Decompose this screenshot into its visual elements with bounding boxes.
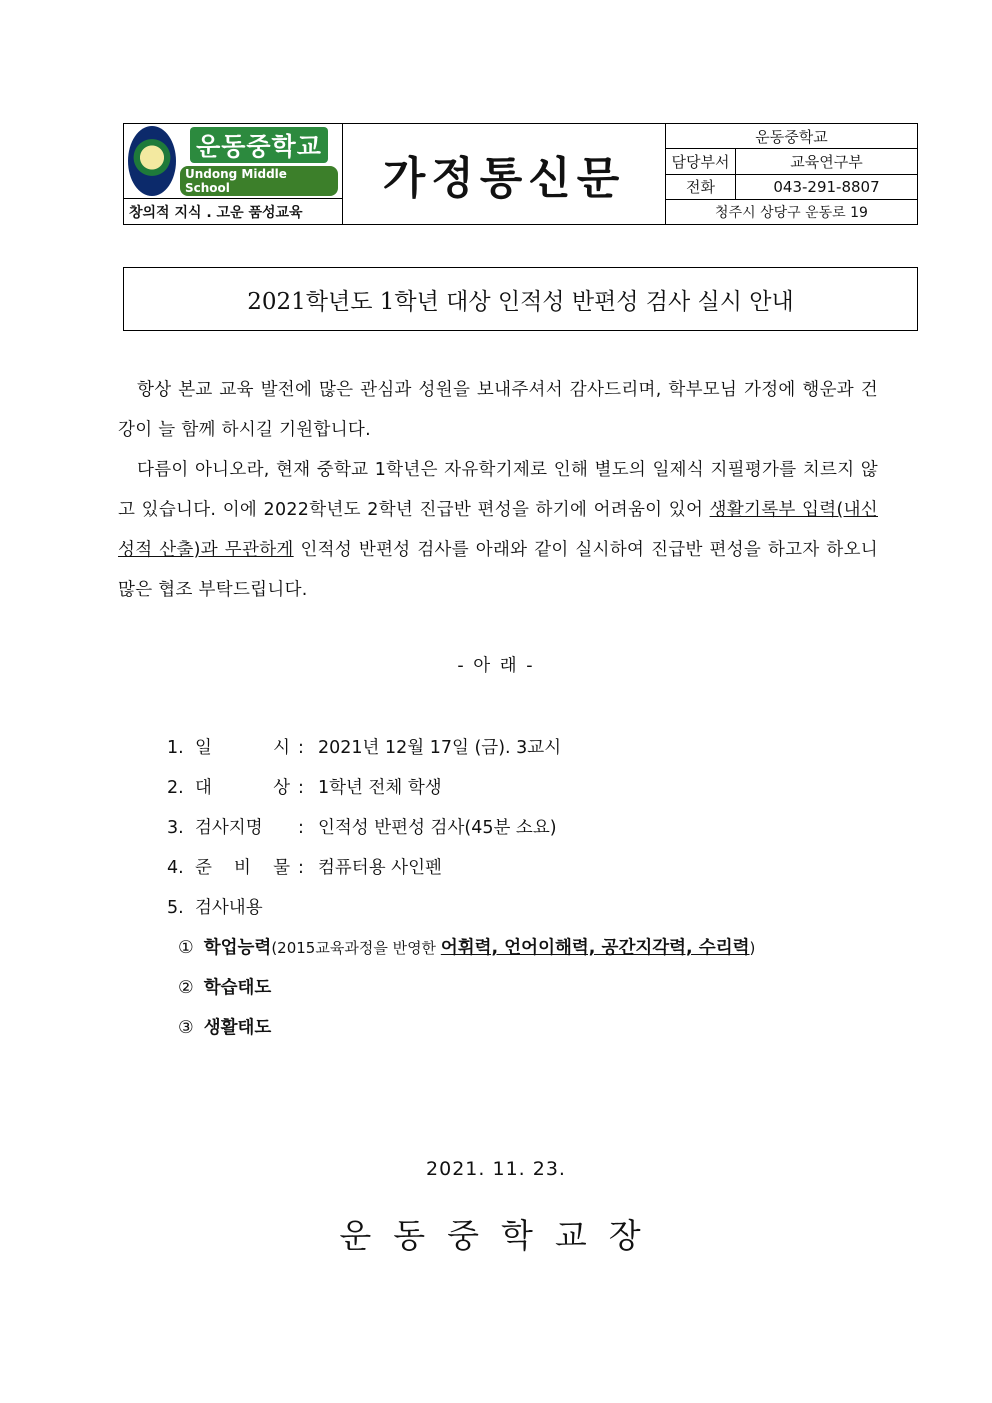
school-name: 운동중학교 <box>666 124 917 149</box>
phone-row <box>666 175 917 200</box>
document-title: 가정통신문 <box>382 153 626 204</box>
dept-label: 담당부서 <box>666 149 736 173</box>
details-list <box>167 728 755 1048</box>
dept-row <box>666 149 917 174</box>
item-colon: : <box>298 778 304 798</box>
item-label: 준 비 물 <box>195 858 290 878</box>
list-item-target <box>167 768 755 808</box>
signer-principal: 운동중학교장 <box>339 1216 663 1255</box>
purpose-underline-text: 생활기록부 입력(내신 성적 산출)과 무관하게 <box>118 500 878 560</box>
item-number: 3. <box>167 818 184 838</box>
sub-item-number: ③ <box>178 1018 194 1038</box>
item-label: 검사지명 <box>195 818 263 838</box>
sub-item-learning-attitude <box>167 968 755 1008</box>
contact-info <box>665 124 917 224</box>
item-colon: : <box>298 858 304 878</box>
item-colon: : <box>298 818 304 838</box>
sub-item-academic <box>167 928 755 968</box>
phone-label: 전화 <box>666 175 736 199</box>
school-logo <box>124 124 342 199</box>
phone-value: 043-291-8807 <box>773 177 880 196</box>
sub-item-close: ) <box>749 939 756 957</box>
item-label: 대 상 <box>195 778 290 798</box>
list-item-test-name <box>167 808 755 848</box>
letter-body <box>118 370 878 610</box>
dept-value: 교육연구부 <box>790 152 863 171</box>
school-address: 청주시 상당구 운동로 19 <box>715 204 868 221</box>
item-number: 5. <box>167 898 184 918</box>
item-colon: : <box>298 738 304 758</box>
school-slogan: 창의적 지식 . 고운 품성교육 <box>129 204 303 221</box>
sub-item-life-attitude <box>167 1008 755 1048</box>
item-number: 4. <box>167 858 184 878</box>
item-label: 일 시 <box>195 738 290 758</box>
logo-cell <box>124 124 343 224</box>
greeting-paragraph: 항상 본교 교육 발전에 많은 관심과 성원을 보내주셔서 감사드리며, 학부모님 가정에 행운과 건강이 늘 함께 하시길 기원합니다. <box>118 380 878 440</box>
sub-item-note: (2015교육과정을 반영한 <box>271 939 441 957</box>
item-value: 컴퓨터용 사인펜 <box>318 858 442 878</box>
item-value: 2021년 12월 17일 (금). 3교시 <box>318 738 562 758</box>
logo-korean-name: 운동중학교 <box>190 127 328 163</box>
sub-item-title: 학습태도 <box>203 978 272 998</box>
purpose-paragraph <box>118 450 878 610</box>
list-item-datetime <box>167 728 755 768</box>
item-value: 인적성 반편성 검사(45분 소요) <box>318 818 557 838</box>
item-number: 1. <box>167 738 184 758</box>
below-heading: - 아 래 - <box>457 656 535 676</box>
issue-date: 2021. 11. 23. <box>426 1158 566 1180</box>
purpose-text-2: 인적성 반편성 검사를 아래와 같이 실시하여 진급반 편성을 하고자 하오니 많은 협조 부탁드립니다. <box>118 540 878 600</box>
subject-title: 2021학년도 1학년 대상 인적성 반편성 검사 실시 안내 <box>123 267 918 331</box>
purpose-text-1: 다름이 아니오라, 현재 중학교 1학년은 자유학기제로 인해 별도의 일제식 지필평가를 치르지 않고 있습니다. 이에 2022학년도 2학년 진급반 편성을 하기에 어려움이 있어 <box>118 460 878 520</box>
item-number: 2. <box>167 778 184 798</box>
sub-item-title: 생활태도 <box>203 1018 272 1038</box>
item-label: 검사내용 <box>195 898 263 918</box>
school-emblem-icon <box>128 126 176 196</box>
sub-item-underline: 어휘력, 언어이해력, 공간지각력, 수리력 <box>440 938 750 958</box>
letterhead <box>123 123 918 225</box>
logo-english-name: Undong Middle School <box>180 166 338 196</box>
list-item-test-content <box>167 888 755 928</box>
item-value: 1학년 전체 학생 <box>318 778 442 798</box>
list-item-materials <box>167 848 755 888</box>
sub-item-number: ① <box>178 938 194 958</box>
sub-item-number: ② <box>178 978 194 998</box>
sub-item-title: 학업능력 <box>203 938 272 958</box>
